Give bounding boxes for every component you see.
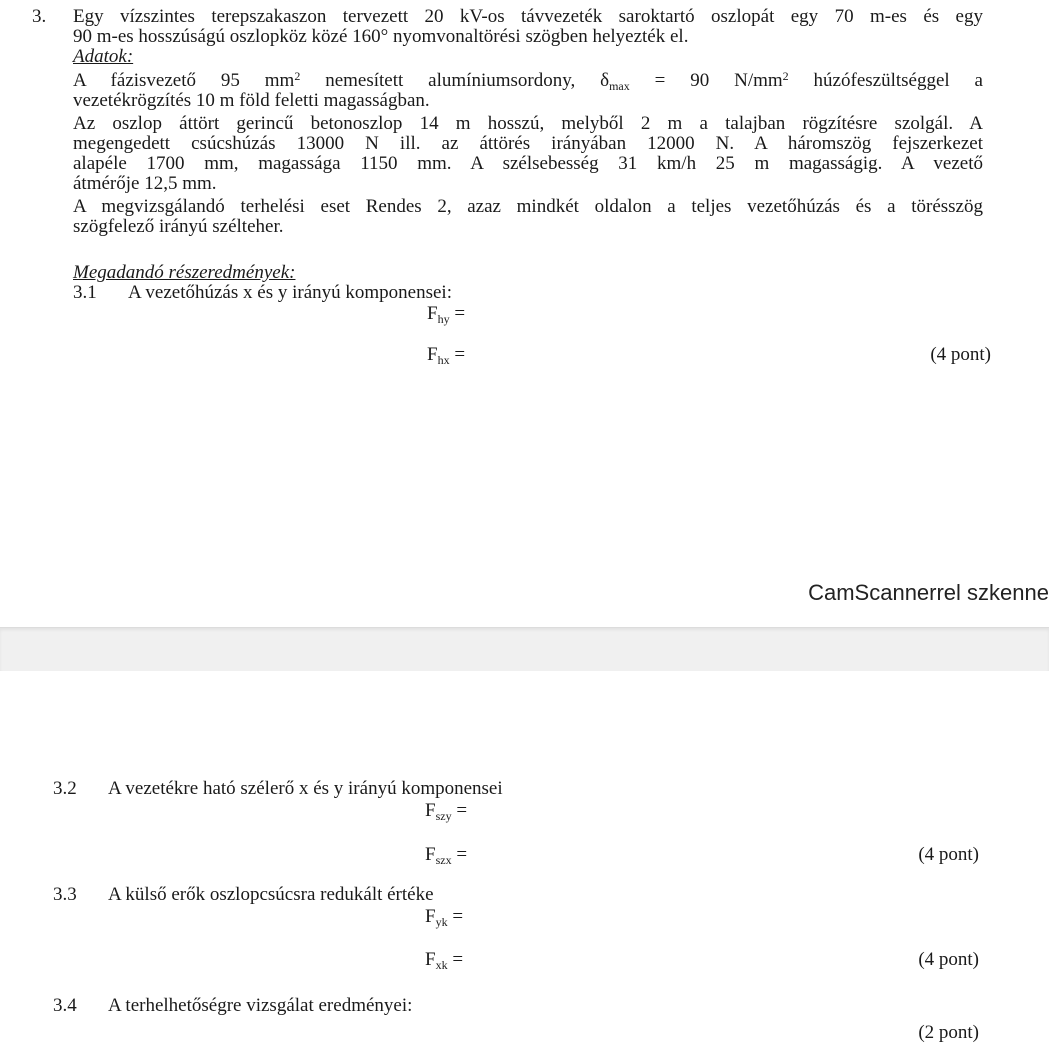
formula-equals: = [451, 844, 468, 865]
pole-line: alapéle 1700 mm, magassága 1150 mm. A szélsebesség 31 km/h 25 m magasságig. A vezető [73, 153, 983, 174]
formula-equals: = [447, 906, 464, 927]
formula-equals: = [449, 303, 466, 324]
item-text: A vezetékre ható szélerő x és y irányú komponensei [108, 778, 503, 799]
data-paragraph-pole [73, 114, 983, 194]
pole-line: megengedett csúcshúzás 13000 N ill. az áttörés irányában 12000 N. A háromszög fejszerkezet [73, 133, 983, 154]
pole-line: Az oszlop áttört gerincű betonoszlop 14 m hosszú, melyből 2 m a talajban rögzítésre szolgál. A [73, 113, 983, 134]
formula-fszy [425, 800, 467, 822]
points-3-1: (4 pont) [930, 344, 991, 365]
data-heading: Adatok: [73, 46, 134, 67]
formula-subscript: hy [437, 312, 450, 326]
formula-fszx [425, 844, 467, 866]
item-index: 3.1 [73, 282, 97, 303]
points-3-3: (4 pont) [918, 949, 979, 970]
formula-equals: = [451, 800, 468, 821]
text-fragment: A fázisvezető 95 mm [73, 70, 295, 91]
formula-fyk [425, 906, 463, 928]
formula-symbol: F [425, 844, 436, 865]
data-paragraph-loadcase [73, 197, 983, 237]
conductor-line [73, 71, 983, 91]
item-index: 3.3 [53, 884, 77, 905]
task-intro [73, 7, 983, 47]
formula-subscript: hx [437, 353, 450, 367]
scanned-page-2 [0, 671, 1049, 1051]
intro-line: Egy vízszintes terepszakaszon tervezett 20 kV-os távvezeték saroktartó oszlopát egy 70 m-es és egy [73, 6, 983, 27]
formula-symbol: F [427, 344, 438, 365]
subscript: max [609, 79, 630, 93]
pole-line: átmérője 12,5 mm. [73, 173, 217, 194]
item-index: 3.4 [53, 995, 77, 1016]
formula-fhy [427, 303, 465, 325]
item-index: 3.2 [53, 778, 77, 799]
text-fragment: nemesített alumíniumsordony, δ [300, 70, 610, 91]
results-heading: Megadandó részeredmények: [73, 262, 296, 283]
loadcase-line: szögfelező irányú szélteher. [73, 216, 284, 237]
formula-symbol: F [425, 906, 436, 927]
item-text: A vezetőhúzás x és y irányú komponensei: [128, 282, 452, 303]
formula-subscript: szx [435, 853, 452, 867]
points-3-4: (2 pont) [918, 1022, 979, 1043]
page-separator [0, 627, 1049, 672]
text-fragment: = 90 N/mm [629, 70, 783, 91]
formula-fxk [425, 949, 463, 971]
intro-line: 90 m-es hosszúságú oszlopköz közé 160° nyomvonaltörési szögben helyezték el. [73, 26, 689, 47]
formula-symbol: F [425, 949, 436, 970]
formula-subscript: xk [435, 958, 448, 972]
points-3-2: (4 pont) [918, 844, 979, 865]
formula-subscript: szy [435, 809, 452, 823]
task-number: 3. [32, 6, 47, 27]
data-paragraph-conductor [73, 71, 983, 111]
text-fragment: húzófeszültséggel a [788, 70, 983, 91]
formula-fhx [427, 344, 465, 366]
formula-subscript: yk [435, 915, 448, 929]
loadcase-line: A megvizsgálandó terhelési eset Rendes 2, azaz mindkét oldalon a teljes vezetőhúzás és a törésszög [73, 196, 983, 217]
superscript: 2 [782, 69, 789, 83]
formula-equals: = [447, 949, 464, 970]
formula-symbol: F [425, 800, 436, 821]
item-text: A külső erők oszlopcsúcsra redukált értéke [108, 884, 434, 905]
formula-symbol: F [427, 303, 438, 324]
conductor-line: vezetékrögzítés 10 m föld feletti magasságban. [73, 90, 430, 111]
formula-equals: = [449, 344, 466, 365]
camscanner-watermark: CamScannerrel szkenne [808, 580, 1049, 605]
item-text: A terhelhetőségre vizsgálat eredményei: [108, 995, 413, 1016]
superscript: 2 [294, 69, 301, 83]
